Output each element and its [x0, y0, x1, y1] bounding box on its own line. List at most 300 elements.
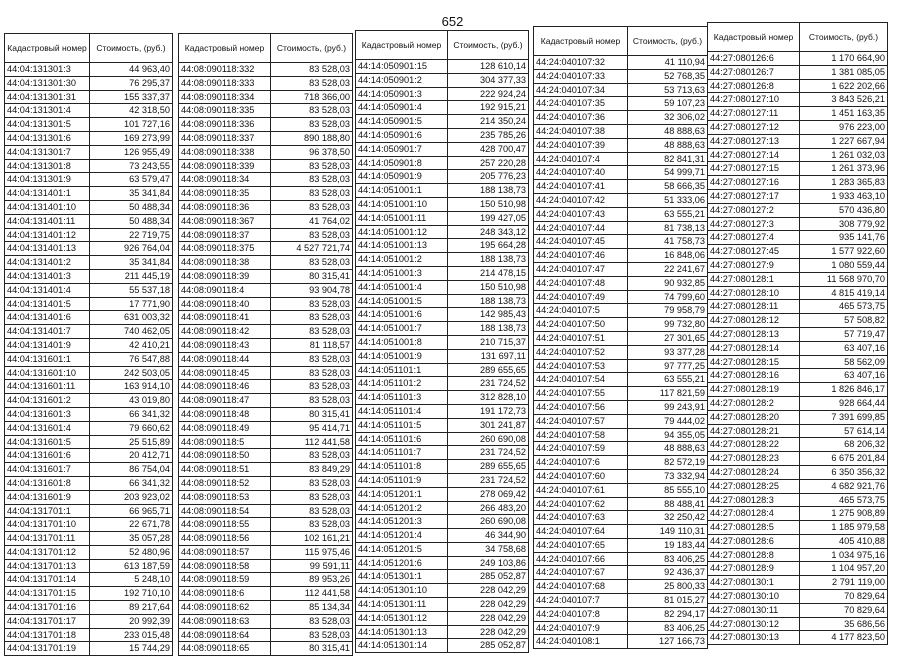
cadastral-number-cell: 44:27:080128:4: [708, 507, 800, 521]
table-row: [356, 446, 529, 460]
table-row: [5, 187, 173, 201]
table-row: [5, 325, 173, 339]
cadastral-number-cell: 44:08:090118:337: [179, 131, 271, 145]
cadastral-number-cell: 44:14:051201:3: [356, 515, 448, 529]
table-row: [179, 104, 353, 118]
cadastral-number-cell: 44:27:080128:19: [708, 383, 800, 397]
cost-cell: 142 985,43: [448, 308, 529, 322]
cost-cell: 76 547,88: [90, 352, 173, 366]
header-cadastral-number: Кадастровый номер: [534, 27, 628, 56]
cadastral-number-cell: 44:04:131701:14: [5, 573, 90, 587]
cadastral-number-cell: 44:04:131301:6: [5, 131, 90, 145]
cadastral-number-cell: 44:14:051001:8: [356, 335, 448, 349]
cost-cell: 214 478,15: [448, 266, 529, 280]
cadastral-number-cell: 44:24:040107:58: [534, 428, 628, 442]
table-row: [534, 331, 708, 345]
cost-cell: 20 412,71: [90, 449, 173, 463]
cadastral-number-cell: 44:08:090118:38: [179, 256, 271, 270]
cost-cell: 6 350 356,32: [800, 465, 888, 479]
cost-cell: 222 924,24: [448, 87, 529, 101]
cadastral-number-cell: 44:08:090118:58: [179, 559, 271, 573]
cadastral-number-cell: 44:24:040107:57: [534, 414, 628, 428]
table-row: [708, 396, 888, 410]
table-row: [179, 256, 353, 270]
table-row: [708, 176, 888, 190]
cost-cell: 86 754,04: [90, 463, 173, 477]
table-row: [708, 369, 888, 383]
cost-cell: 465 573,75: [800, 300, 888, 314]
cost-cell: 48 888,63: [628, 124, 708, 138]
cadastral-number-cell: 44:04:131701:15: [5, 587, 90, 601]
cadastral-number-cell: 44:14:051201:1: [356, 487, 448, 501]
cost-cell: 231 724,52: [448, 377, 529, 391]
table-row: [708, 162, 888, 176]
table-row: [179, 311, 353, 325]
cost-cell: 48 888,63: [628, 138, 708, 152]
table-row: [356, 473, 529, 487]
cost-cell: 233 015,48: [90, 628, 173, 642]
table-row: [708, 383, 888, 397]
table-row: [179, 421, 353, 435]
table-row: [179, 325, 353, 339]
cost-cell: 149 110,31: [628, 525, 708, 539]
table-row: [708, 341, 888, 355]
cost-cell: 99 591,11: [271, 559, 353, 573]
table-row: [179, 90, 353, 104]
table-row: [5, 366, 173, 380]
cadastral-number-cell: 44:27:080128:10: [708, 286, 800, 300]
cost-cell: 242 503,05: [90, 366, 173, 380]
cadastral-number-cell: 44:14:051001:1: [356, 184, 448, 198]
cost-cell: 1 227 667,94: [800, 134, 888, 148]
cost-cell: 70 829,64: [800, 603, 888, 617]
cadastral-number-cell: 44:24:040107:47: [534, 262, 628, 276]
cost-cell: 22 719,75: [90, 228, 173, 242]
cost-cell: 53 713,63: [628, 83, 708, 97]
cost-cell: 90 932,85: [628, 276, 708, 290]
table-row: [356, 418, 529, 432]
cost-cell: 68 206,32: [800, 438, 888, 452]
cost-cell: 46 344,90: [448, 529, 529, 543]
cost-cell: 35 686,56: [800, 617, 888, 631]
cadastral-number-cell: 44:08:090118:35: [179, 187, 271, 201]
cost-cell: 289 655,65: [448, 460, 529, 474]
cadastral-number-cell: 44:08:090118:34: [179, 173, 271, 187]
cadastral-number-cell: 44:14:051001:3: [356, 266, 448, 280]
cost-cell: 95 414,71: [271, 421, 353, 435]
table-row: [708, 479, 888, 493]
cost-cell: 405 410,88: [800, 534, 888, 548]
table-row: [534, 111, 708, 125]
table-row: [5, 338, 173, 352]
cost-cell: 82 841,31: [628, 152, 708, 166]
cadastral-number-cell: 44:08:090118:59: [179, 573, 271, 587]
cost-cell: 57 614,14: [800, 424, 888, 438]
table-row: [179, 352, 353, 366]
table-row: [179, 614, 353, 628]
cadastral-number-cell: 44:14:051001:2: [356, 253, 448, 267]
cadastral-number-cell: 44:14:051001:13: [356, 239, 448, 253]
cadastral-number-cell: 44:08:090118:64: [179, 628, 271, 642]
cost-cell: 22 241,67: [628, 262, 708, 276]
table-row: [708, 148, 888, 162]
cost-cell: 52 768,35: [628, 69, 708, 83]
cost-cell: 1 577 922,60: [800, 245, 888, 259]
cadastral-number-cell: 44:04:131301:5: [5, 118, 90, 132]
cost-cell: 117 821,59: [628, 387, 708, 401]
cost-cell: 83 528,03: [271, 76, 353, 90]
table-row: [179, 76, 353, 90]
cost-cell: 195 664,28: [448, 239, 529, 253]
table-row: [5, 449, 173, 463]
cadastral-number-cell: 44:04:131401:13: [5, 242, 90, 256]
cost-cell: 99 732,80: [628, 318, 708, 332]
cadastral-table-2: [178, 33, 353, 656]
cost-cell: 260 690,08: [448, 432, 529, 446]
cadastral-number-cell: 44:24:040107:60: [534, 469, 628, 483]
cadastral-number-cell: 44:24:040107:49: [534, 290, 628, 304]
table-row: [179, 380, 353, 394]
cost-cell: 83 406,25: [628, 552, 708, 566]
cadastral-number-cell: 44:24:040107:9: [534, 621, 628, 635]
cadastral-number-cell: 44:14:051301:11: [356, 598, 448, 612]
cadastral-number-cell: 44:14:051101:6: [356, 432, 448, 446]
cadastral-number-cell: 44:24:040107:40: [534, 166, 628, 180]
cost-cell: 99 243,91: [628, 400, 708, 414]
cadastral-number-cell: 44:08:090118:334: [179, 90, 271, 104]
table-row: [179, 242, 353, 256]
cost-cell: 150 510,98: [448, 280, 529, 294]
cost-cell: 63 555,21: [628, 207, 708, 221]
cadastral-number-cell: 44:08:090118:37: [179, 228, 271, 242]
cost-cell: 80 315,41: [271, 642, 353, 656]
table-row: [5, 435, 173, 449]
table-row: [534, 373, 708, 387]
table-row: [708, 493, 888, 507]
cost-cell: 191 172,73: [448, 404, 529, 418]
cadastral-number-cell: 44:24:040107:45: [534, 235, 628, 249]
cadastral-number-cell: 44:27:080130:11: [708, 603, 800, 617]
cadastral-number-cell: 44:04:131401:4: [5, 283, 90, 297]
cost-cell: 93 904,78: [271, 283, 353, 297]
table-row: [708, 327, 888, 341]
table-row: [179, 559, 353, 573]
cost-cell: 83 528,03: [271, 490, 353, 504]
table-row: [708, 576, 888, 590]
table-row: [534, 428, 708, 442]
cost-cell: 51 333,06: [628, 193, 708, 207]
cost-cell: 59 107,23: [628, 97, 708, 111]
cadastral-number-cell: 44:27:080127:13: [708, 134, 800, 148]
cadastral-table-3: [355, 30, 529, 653]
cost-cell: 1 104 957,20: [800, 562, 888, 576]
cadastral-number-cell: 44:04:131701:19: [5, 642, 90, 656]
table-row: [356, 115, 529, 129]
cadastral-number-cell: 44:04:131301:4: [5, 104, 90, 118]
table-row: [708, 631, 888, 645]
cost-cell: 214 350,24: [448, 115, 529, 129]
table-row: [534, 414, 708, 428]
table-row: [534, 221, 708, 235]
cadastral-number-cell: 44:27:080130:1: [708, 576, 800, 590]
table-row: [534, 345, 708, 359]
table-row: [708, 258, 888, 272]
table-row: [356, 460, 529, 474]
cadastral-number-cell: 44:14:051201:4: [356, 529, 448, 543]
cadastral-number-cell: 44:14:050901:5: [356, 115, 448, 129]
cost-cell: 1 622 202,66: [800, 79, 888, 93]
cost-cell: 41 764,02: [271, 214, 353, 228]
cadastral-number-cell: 44:04:131601:4: [5, 421, 90, 435]
cadastral-number-cell: 44:27:080130:12: [708, 617, 800, 631]
cost-cell: 35 341,84: [90, 187, 173, 201]
cadastral-number-cell: 44:27:080127:4: [708, 231, 800, 245]
table-row: [5, 297, 173, 311]
cadastral-number-cell: 44:27:080128:3: [708, 493, 800, 507]
cost-cell: 631 003,32: [90, 311, 173, 325]
cadastral-number-cell: 44:27:080128:12: [708, 314, 800, 328]
table-row: [356, 170, 529, 184]
cadastral-number-cell: 44:14:051101:9: [356, 473, 448, 487]
cadastral-number-cell: 44:08:090118:375: [179, 242, 271, 256]
cost-cell: 465 573,75: [800, 493, 888, 507]
cost-cell: 79 660,62: [90, 421, 173, 435]
cost-cell: 163 914,10: [90, 380, 173, 394]
cadastral-number-cell: 44:08:090118:51: [179, 463, 271, 477]
cost-cell: 83 528,03: [271, 311, 353, 325]
cadastral-number-cell: 44:27:080127:14: [708, 148, 800, 162]
table-row: [534, 276, 708, 290]
cadastral-number-cell: 44:14:051301:1: [356, 570, 448, 584]
table-row: [534, 511, 708, 525]
cadastral-number-cell: 44:04:131401:9: [5, 338, 90, 352]
cost-cell: 115 975,46: [271, 545, 353, 559]
cadastral-number-cell: 44:27:080128:22: [708, 438, 800, 452]
table-row: [356, 335, 529, 349]
cadastral-table-5: [707, 22, 888, 645]
cadastral-number-cell: 44:08:090118:41: [179, 311, 271, 325]
cost-cell: 127 166,73: [628, 635, 708, 649]
table-row: [708, 452, 888, 466]
cost-cell: 1 933 463,10: [800, 189, 888, 203]
cadastral-number-cell: 44:27:080127:16: [708, 176, 800, 190]
cadastral-number-cell: 44:27:080127:10: [708, 93, 800, 107]
cadastral-number-cell: 44:24:040107:8: [534, 607, 628, 621]
table-row: [179, 449, 353, 463]
cost-cell: 228 042,29: [448, 625, 529, 639]
cadastral-number-cell: 44:04:131701:11: [5, 532, 90, 546]
cadastral-number-cell: 44:14:051101:4: [356, 404, 448, 418]
header-cadastral-number: Кадастровый номер: [179, 34, 271, 63]
cost-cell: 19 183,44: [628, 538, 708, 552]
cost-cell: 83 528,03: [271, 63, 353, 77]
table-row: [534, 262, 708, 276]
cadastral-number-cell: 44:08:090118:43: [179, 338, 271, 352]
cadastral-number-cell: 44:27:080128:5: [708, 521, 800, 535]
cadastral-number-cell: 44:08:090118:54: [179, 504, 271, 518]
table-row: [534, 442, 708, 456]
table-row: [356, 598, 529, 612]
cadastral-number-cell: 44:24:040107:41: [534, 180, 628, 194]
table-row: [5, 228, 173, 242]
cadastral-number-cell: 44:27:080127:3: [708, 217, 800, 231]
cadastral-number-cell: 44:14:051001:5: [356, 294, 448, 308]
table-row: [356, 611, 529, 625]
cadastral-number-cell: 44:14:051101:7: [356, 446, 448, 460]
cost-cell: 203 923,02: [90, 490, 173, 504]
cost-cell: 85 134,34: [271, 601, 353, 615]
cadastral-number-cell: 44:14:051201:6: [356, 556, 448, 570]
cost-cell: 89 217,64: [90, 601, 173, 615]
table-row: [5, 159, 173, 173]
cadastral-number-cell: 44:04:131601:6: [5, 449, 90, 463]
table-row: [356, 570, 529, 584]
cost-cell: 289 655,65: [448, 363, 529, 377]
cadastral-number-cell: 44:24:040107:5: [534, 304, 628, 318]
cadastral-number-cell: 44:08:090118:46: [179, 380, 271, 394]
cost-cell: 304 377,33: [448, 73, 529, 87]
table-row: [179, 545, 353, 559]
table-row: [5, 214, 173, 228]
cost-cell: 211 445,19: [90, 269, 173, 283]
cost-cell: 63 407,16: [800, 341, 888, 355]
table-row: [356, 322, 529, 336]
cadastral-number-cell: 44:27:080126:7: [708, 65, 800, 79]
header-cost: Стоимость, (руб.): [628, 27, 708, 56]
table-row: [708, 534, 888, 548]
table-row: [708, 107, 888, 121]
cadastral-number-cell: 44:27:080128:15: [708, 355, 800, 369]
cadastral-number-cell: 44:27:080128:2: [708, 396, 800, 410]
cadastral-number-cell: 44:08:090118:367: [179, 214, 271, 228]
cost-cell: 42 410,21: [90, 338, 173, 352]
cadastral-number-cell: 44:08:090118:335: [179, 104, 271, 118]
cost-cell: 27 301,65: [628, 331, 708, 345]
table-row: [5, 145, 173, 159]
cadastral-number-cell: 44:27:080128:21: [708, 424, 800, 438]
cadastral-number-cell: 44:14:050901:8: [356, 156, 448, 170]
cost-cell: 79 444,02: [628, 414, 708, 428]
table-row: [179, 504, 353, 518]
table-row: [5, 407, 173, 421]
cost-cell: 96 378,50: [271, 145, 353, 159]
cost-cell: 150 510,98: [448, 197, 529, 211]
table-row: [534, 400, 708, 414]
cadastral-number-cell: 44:08:090118:53: [179, 490, 271, 504]
table-row: [356, 239, 529, 253]
table-row: [356, 87, 529, 101]
table-row: [708, 286, 888, 300]
cadastral-number-cell: 44:14:051201:2: [356, 501, 448, 515]
cadastral-number-cell: 44:04:131401:5: [5, 297, 90, 311]
cadastral-number-cell: 44:14:051001:12: [356, 225, 448, 239]
table-row: [179, 214, 353, 228]
table-row: [5, 394, 173, 408]
cost-cell: 1 381 085,05: [800, 65, 888, 79]
cost-cell: 57 508,82: [800, 314, 888, 328]
header-cost: Стоимость, (руб.): [271, 34, 353, 63]
cost-cell: 83 528,03: [271, 394, 353, 408]
cost-cell: 66 341,32: [90, 476, 173, 490]
table-row: [179, 532, 353, 546]
cadastral-number-cell: 44:08:090118:44: [179, 352, 271, 366]
table-row: [179, 476, 353, 490]
table-row: [534, 566, 708, 580]
cadastral-number-cell: 44:04:131301:30: [5, 76, 90, 90]
cost-cell: 2 791 119,00: [800, 576, 888, 590]
table-row: [534, 152, 708, 166]
table-row: [179, 131, 353, 145]
table-row: [5, 173, 173, 187]
cadastral-number-cell: 44:14:051101:8: [356, 460, 448, 474]
table-row: [534, 525, 708, 539]
table-row: [356, 142, 529, 156]
table-row: [5, 283, 173, 297]
cadastral-number-cell: 44:14:050901:4: [356, 101, 448, 115]
table-row: [534, 180, 708, 194]
cadastral-number-cell: 44:14:050901:2: [356, 73, 448, 87]
table-row: [179, 366, 353, 380]
cost-cell: 192 915,21: [448, 101, 529, 115]
cost-cell: 1 261 373,96: [800, 162, 888, 176]
table-row: [179, 269, 353, 283]
cadastral-number-cell: 44:14:051001:4: [356, 280, 448, 294]
cost-cell: 83 528,03: [271, 173, 353, 187]
cost-cell: 308 779,92: [800, 217, 888, 231]
cost-cell: 55 537,18: [90, 283, 173, 297]
table-row: [356, 128, 529, 142]
table-row: [534, 56, 708, 70]
header-cost: Стоимость, (руб.): [448, 31, 529, 60]
cadastral-number-cell: 44:08:090118:52: [179, 476, 271, 490]
cost-cell: 976 223,00: [800, 120, 888, 134]
cadastral-number-cell: 44:08:090118:49: [179, 421, 271, 435]
cost-cell: 102 161,21: [271, 532, 353, 546]
cadastral-number-cell: 44:24:040107:48: [534, 276, 628, 290]
cost-cell: 57 719,47: [800, 327, 888, 341]
table-row: [5, 587, 173, 601]
cadastral-number-cell: 44:24:040107:51: [534, 331, 628, 345]
cadastral-number-cell: 44:08:090118:332: [179, 63, 271, 77]
table-row: [708, 52, 888, 66]
cost-cell: 155 337,37: [90, 90, 173, 104]
cadastral-number-cell: 44:24:040107:55: [534, 387, 628, 401]
cost-cell: 4 682 921,76: [800, 479, 888, 493]
cost-cell: 228 042,29: [448, 611, 529, 625]
cost-cell: 52 480,96: [90, 545, 173, 559]
table-row: [534, 207, 708, 221]
page-number: 652: [441, 14, 464, 29]
table-row: [534, 83, 708, 97]
cost-cell: 83 528,03: [271, 366, 353, 380]
cost-cell: 1 826 846,17: [800, 383, 888, 397]
cadastral-number-cell: 44:04:131701:13: [5, 559, 90, 573]
cost-cell: 83 528,03: [271, 628, 353, 642]
table-row: [5, 380, 173, 394]
cadastral-number-cell: 44:04:131601:8: [5, 476, 90, 490]
table-row: [708, 410, 888, 424]
table-row: [179, 173, 353, 187]
cadastral-number-cell: 44:27:080128:24: [708, 465, 800, 479]
table-row: [5, 76, 173, 90]
table-row: [534, 538, 708, 552]
cadastral-number-cell: 44:04:131301:9: [5, 173, 90, 187]
cost-cell: 92 436,37: [628, 566, 708, 580]
cadastral-number-cell: 44:27:080128:6: [708, 534, 800, 548]
cost-cell: 73 332,94: [628, 469, 708, 483]
cost-cell: 50 488,34: [90, 214, 173, 228]
table-row: [5, 601, 173, 615]
